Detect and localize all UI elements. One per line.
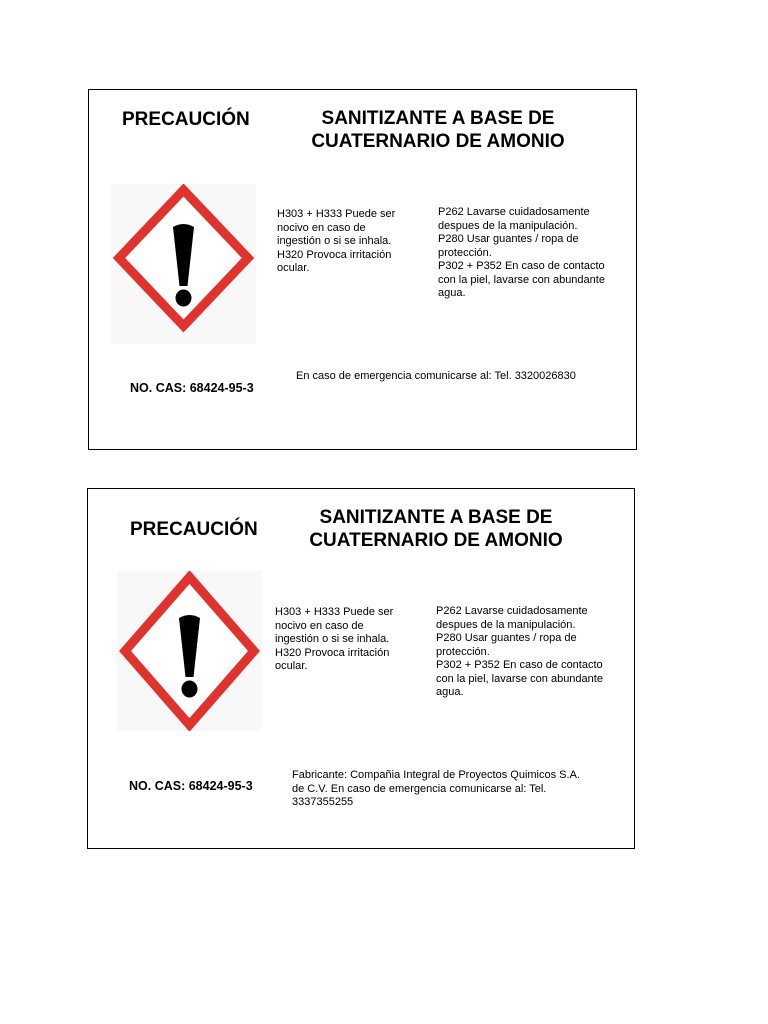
precaution-line: protección. [436,645,490,658]
emergency-line: En caso de emergencia comunicarse al: Tel. 3320026830 [296,370,576,382]
precaution-line: con la piel, lavarse con abundante [438,273,605,286]
cas-number: NO. CAS: 68424-95-3 [129,779,253,793]
caution-heading: PRECAUCIÓN [130,519,258,540]
product-title-line: SANITIZANTE A BASE DE [321,108,555,129]
product-title-line: CUATERNARIO DE AMONIO [311,131,565,152]
product-title [286,506,586,552]
hazard-line: H320 Provoca irritación [275,646,390,659]
hazard-statements [277,208,412,276]
product-title-line: SANITIZANTE A BASE DE [319,507,553,528]
precaution-line: P302 + P352 En caso de contacto [438,260,605,272]
hazard-line: H320 Provoca irritación [277,248,392,261]
precaution-line: despues de la manipulación. [436,618,576,631]
hazard-line: ingestión o si se inhala. [275,633,390,645]
precaution-line: P302 + P352 En caso de contacto [436,659,603,671]
precaution-line: P262 Lavarse cuidadosamente [438,206,590,218]
precaution-line: agua. [436,686,464,698]
hazard-line: ocular. [277,262,310,274]
hazard-line: ingestión o si se inhala. [277,235,392,247]
exclamation-mark-ghs-icon [117,571,262,731]
exclamation-mark-ghs-icon [111,184,256,344]
hazard-statements [275,606,410,674]
emergency-contact [296,370,576,384]
precaution-line: protección. [438,246,492,259]
emergency-line: Fabricante: Compañia Integral de Proyectos Quimicos S.A. [292,769,580,781]
hazard-line: ocular. [275,660,308,672]
precaution-line: con la piel, lavarse con abundante [436,672,603,685]
emergency-line: 3337355255 [292,796,354,808]
precaution-line: P280 Usar guantes / ropa de [436,632,577,644]
hazard-line: H303 + H333 Puede ser [275,606,394,618]
precaution-line: P262 Lavarse cuidadosamente [436,605,588,617]
precautionary-statements [436,605,626,700]
product-label-1 [88,89,637,450]
hazard-line: H303 + H333 Puede ser [277,208,396,220]
cas-number: NO. CAS: 68424-95-3 [130,381,254,395]
emergency-line: de C.V. En caso de emergencia comunicarse al: Tel. [292,782,547,795]
product-title-line: CUATERNARIO DE AMONIO [309,530,563,551]
precaution-line: agua. [438,287,466,299]
product-title [288,107,588,153]
precaution-line: despues de la manipulación. [438,219,578,232]
manufacturer-emergency-contact [292,769,580,810]
precautionary-statements [438,206,628,301]
caution-heading: PRECAUCIÓN [122,109,250,130]
product-label-2 [87,488,635,849]
hazard-line: nocivo en caso de [277,221,366,234]
precaution-line: P280 Usar guantes / ropa de [438,233,579,245]
hazard-line: nocivo en caso de [275,619,364,632]
